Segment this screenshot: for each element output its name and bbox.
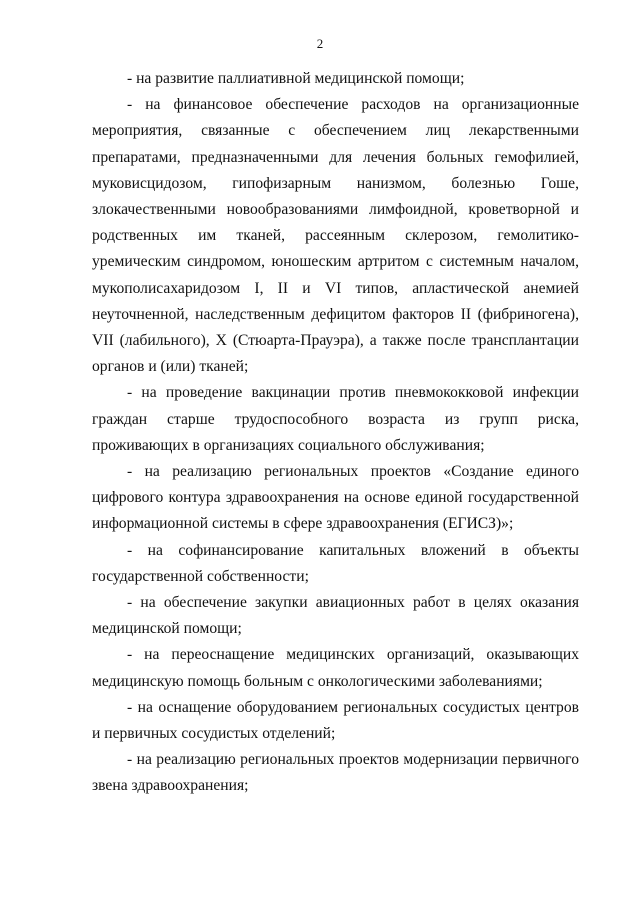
- document-body: [92, 66, 579, 800]
- paragraph-medication-provision: - на финансовое обеспечение расходов на организационные мероприятия, связанные с обеспечением лиц лекарственными препаратами, предназначенными для лечения больных гемофилией, муковисцидозом, гипофизарным нанизмом, болезнью Гоше, злокачественными новообразованиями лимфоидной, кроветворной и родственных им тканей, рассеянным склерозом, гемолитико-уремическим синдромом, юношеским артритом с системным началом, мукополисахаридозом I, II и VI типов, апластической анемией неуточненной, наследственным дефицитом факторов II (фибриногена), VII (лабильного), X (Стюарта-Прауэра), а также после трансплантации органов и (или) тканей;: [92, 96, 579, 376]
- paragraph-capital-investment: - на софинансирование капитальных вложений в объекты государственной собственности;: [92, 541, 579, 585]
- paragraph-vascular-centers: - на оснащение оборудованием региональных сосудистых центров и первичных сосудистых отделений;: [92, 698, 579, 743]
- paragraph-primary-care-modernization: - на реализацию региональных проектов модернизации первичного звена здравоохранения;: [92, 751, 579, 795]
- paragraph-aviation-works: - на обеспечение закупки авиационных работ в целях оказания медицинской помощи;: [92, 594, 579, 638]
- paragraph-digital-health-contour: - на реализацию региональных проектов «Создание единого цифрового контура здравоохранения на основе единой государственной информационной системы в сфере здравоохранения (ЕГИСЗ)»;: [92, 463, 579, 533]
- page-number: 2: [316, 36, 324, 51]
- paragraph-pneumococcal-vaccination: - на проведение вакцинации против пневмококковой инфекции граждан старше трудоспособного возраста из групп риска, проживающих в организациях социального обслуживания;: [92, 384, 579, 454]
- paragraph-palliative-care: - на развитие паллиативной медицинской помощи;: [127, 70, 465, 87]
- paragraph-oncology-reequipment: - на переоснащение медицинских организаций, оказывающих медицинскую помощь больным с онкологическими заболеваниями;: [92, 646, 579, 690]
